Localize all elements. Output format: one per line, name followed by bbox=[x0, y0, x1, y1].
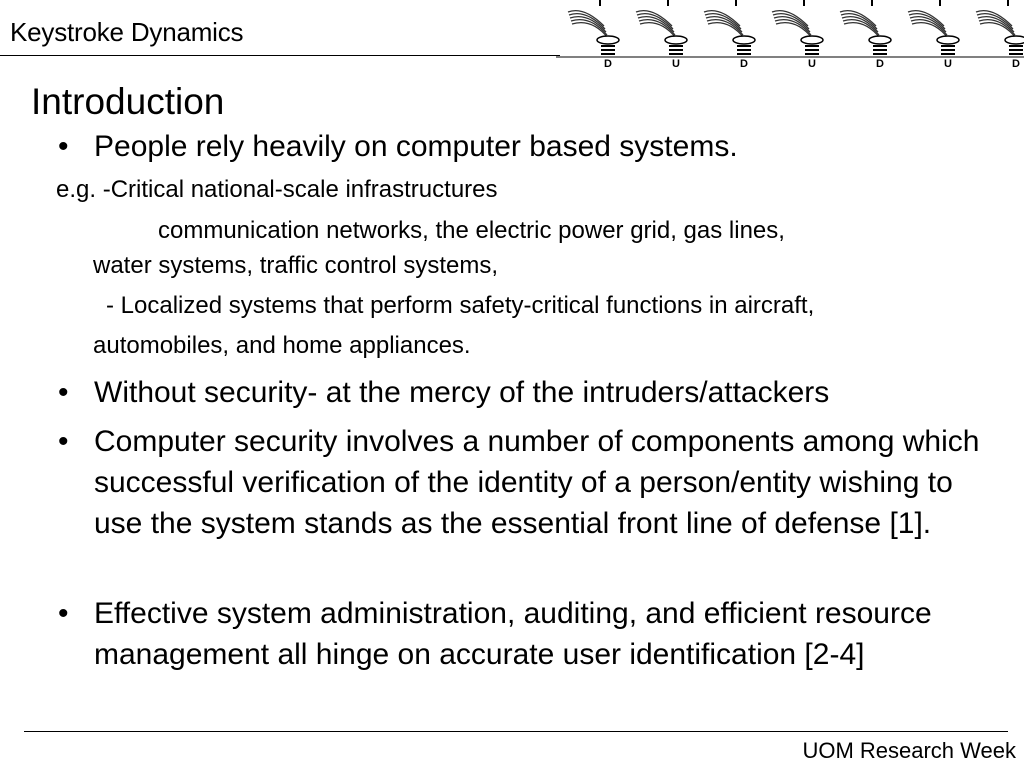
typing-hands-banner bbox=[556, 0, 1024, 70]
footer-divider bbox=[24, 731, 1008, 732]
typing-hand-icon bbox=[772, 0, 823, 70]
bullet-marker: • bbox=[58, 597, 69, 630]
bullet-text: Effective system administration, auditing, and efficient resource management all hinge on accurate user identification [2-4] bbox=[94, 597, 932, 671]
example-line: e.g. -Critical national-scale infrastructures bbox=[56, 176, 498, 203]
bullet-item bbox=[58, 421, 988, 544]
bullet-text: People rely heavily on computer based systems. bbox=[94, 130, 738, 163]
header-title: Keystroke Dynamics bbox=[10, 17, 244, 47]
typing-hand-icon bbox=[908, 0, 959, 70]
example-detail-line: - Localized systems that perform safety-critical functions in aircraft, bbox=[106, 292, 815, 319]
typing-hand-icon bbox=[568, 0, 619, 70]
key-state-label: U bbox=[672, 58, 680, 70]
example-detail-line: communication networks, the electric power grid, gas lines, bbox=[158, 217, 785, 244]
bullet-item bbox=[58, 372, 988, 413]
key-state-label: D bbox=[740, 58, 748, 70]
bullet-marker: • bbox=[58, 376, 69, 409]
key-state-label: D bbox=[1012, 58, 1020, 70]
bullet-text: Without security- at the mercy of the intruders/attackers bbox=[94, 376, 830, 409]
example-detail-line: automobiles, and home appliances. bbox=[93, 332, 471, 359]
bullet-marker: • bbox=[58, 130, 69, 163]
bullet-item bbox=[58, 126, 988, 167]
header-divider bbox=[0, 55, 560, 56]
key-state-label: U bbox=[808, 58, 816, 70]
bullet-item bbox=[58, 593, 988, 675]
bullet-marker: • bbox=[58, 425, 69, 458]
key-state-label: D bbox=[604, 58, 612, 70]
typing-hand-icon bbox=[704, 0, 755, 70]
example-detail-line: water systems, traffic control systems, bbox=[93, 252, 498, 279]
typing-hand-icon bbox=[636, 0, 687, 70]
bullet-text: Computer security involves a number of components among which successful verification of the identity of a person/entity wishing to use the system stands as the essential front line of defense [1]. bbox=[94, 425, 980, 540]
footer-text: UOM Research Week bbox=[802, 738, 1016, 763]
slide-title: Introduction bbox=[31, 81, 225, 122]
typing-hand-icon bbox=[840, 0, 891, 70]
key-state-label: D bbox=[876, 58, 884, 70]
typing-hand-icon bbox=[976, 0, 1024, 70]
key-state-label: U bbox=[944, 58, 952, 70]
